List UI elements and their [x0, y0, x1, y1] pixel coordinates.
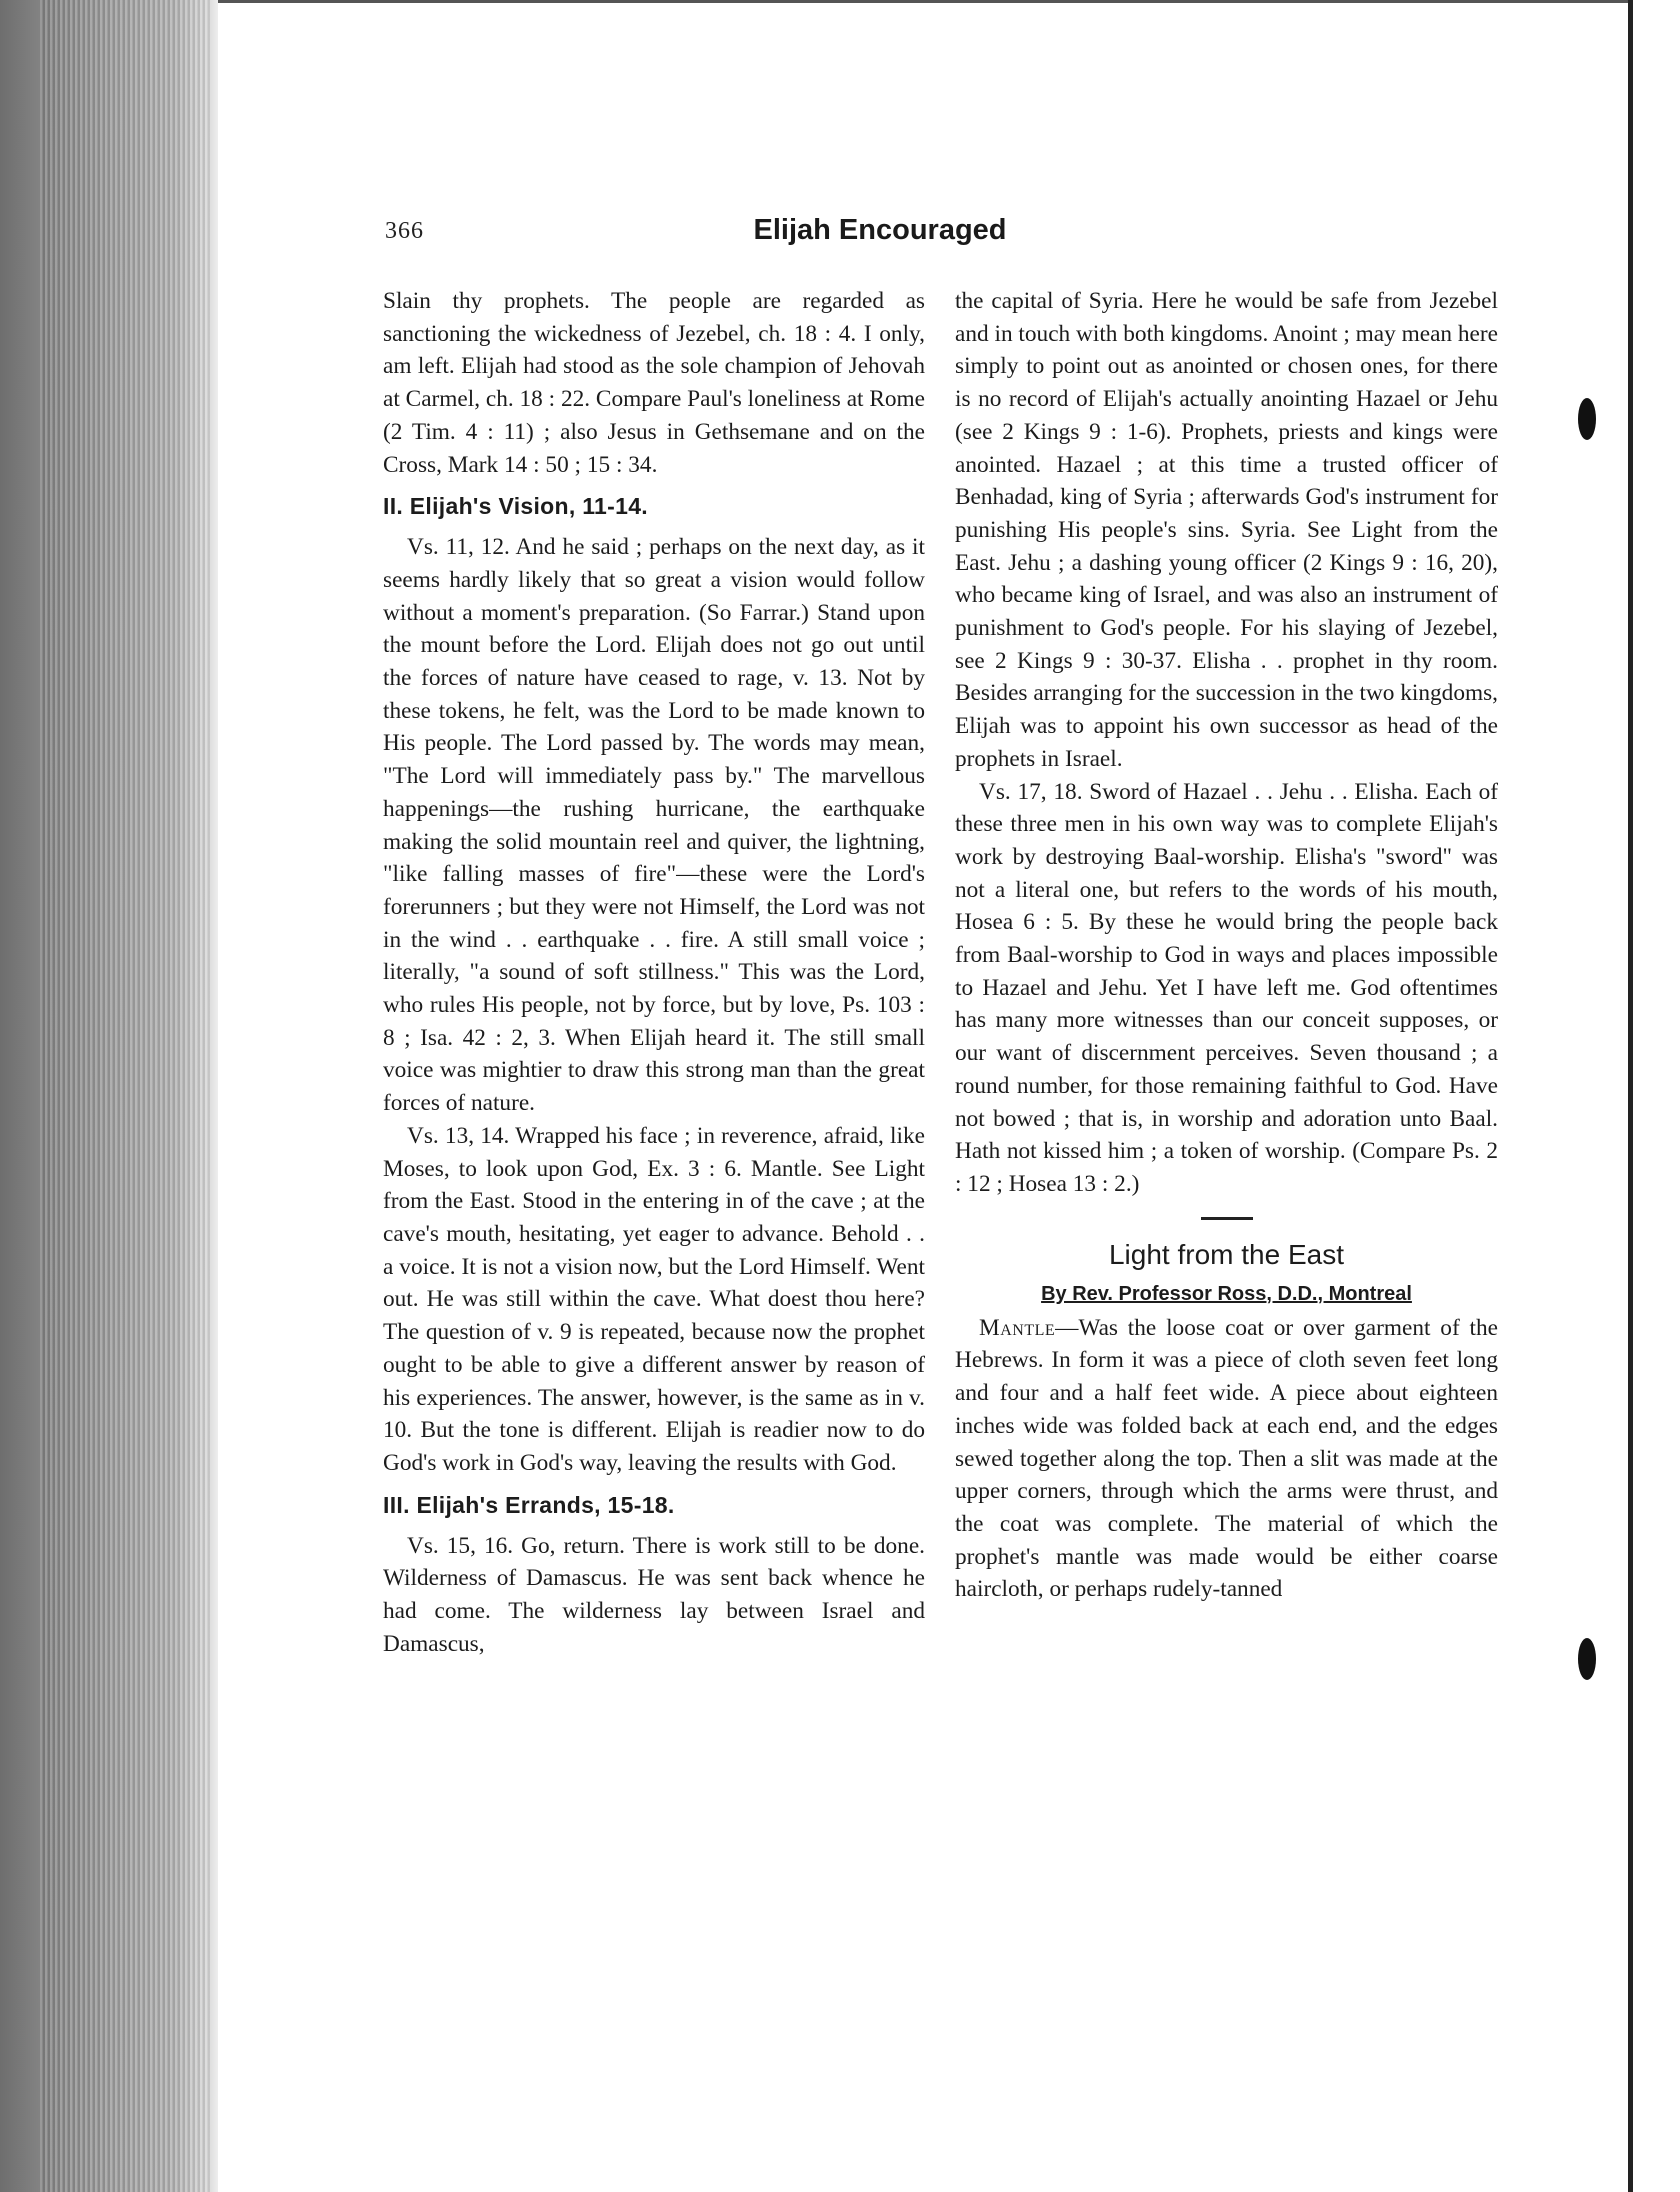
- light-from-east-author: By Rev. Professor Ross, D.D., Montreal: [1041, 1282, 1412, 1305]
- section-heading-errands: III. Elijah's Errands, 15-18.: [383, 1491, 675, 1518]
- commentary-vs15-16: Vs. 15, 16. Go, return. There is work still to be done. Wilderness of Damascus. He was sent back whence he had come. The wilderness lay between Israel and Damascus,: [383, 1532, 925, 1657]
- scan-right-border: [1628, 0, 1633, 2192]
- running-title: Elijah Encouraged: [753, 214, 1007, 246]
- commentary-vs11-12: Vs. 11, 12. And he said ; perhaps on the next day, as it seems hardly likely that so great a vision would follow without a moment's preparation. (So Farrar.) Stand upon the mount before the Lord. Elijah does not go out until the forces of nature have ceased to rage, v. 13. Not by these tokens, he felt, was the Lord to be made known to His people. The Lord passed by. The words may mean, "The Lord will immediately pass by." The marvellous happenings—the rushing hurricane, the earthquake making the solid mountain reel and quiver, the lightning, "like falling masses of fire"—these were the Lord's forerunners ; but they were not Himself, the Lord was not in the wind . . earthquake . . fire. A still small voice ; literally, "a sound of soft stillness." This was the Lord, who rules His people, not by force, but by love, Ps. 103 : 8 ; Isa. 42 : 2, 3. When Elijah heard it. The still small voice was mightier to draw this strong man than the great forces of nature.: [383, 534, 925, 1117]
- binding-hole-mark: [1578, 398, 1596, 440]
- right-column: [955, 285, 1498, 1606]
- section-divider-rule: [1201, 1217, 1253, 1220]
- left-column: [383, 285, 925, 1660]
- section-heading-vision: II. Elijah's Vision, 11-14.: [383, 493, 648, 520]
- intro-paragraph: Slain thy prophets. The people are regarded as sanctioning the wickedness of Jezebel, ch. 18 : 4. I only, am left. Elijah had stood as the sole champion of Jehovah at Carmel, ch. 18 : 22. Compare Paul's loneliness at Rome (2 Tim. 4 : 11) ; also Jesus in Gethsemane and on the Cross, Mark 14 : 50 ; 15 : 34.: [383, 288, 925, 478]
- binding-hole-mark: [1578, 1638, 1596, 1680]
- commentary-continuation: the capital of Syria. Here he would be safe from Jezebel and in touch with both kingdoms. Anoint ; may mean here simply to point out as anointed or chosen ones, for there is no record of Elijah's actually anointing Hazael or Jehu (see 2 Kings 9 : 1-6). Prophets, priests and kings were anointed. Hazael ; at this time a trusted officer of Benhadad, king of Syria ; afterwards God's instrument for punishing His people's sins. Syria. See Light from the East. Jehu ; a dashing young officer (2 Kings 9 : 16, 20), who became king of Israel, and was also an instrument of punishment to God's people. For his slaying of Jezebel, see 2 Kings 9 : 30-37. Elisha . . prophet in thy room. Besides arranging for the succession in the two kingdoms, Elijah was to appoint his own successor as head of the prophets in Israel.: [955, 288, 1498, 772]
- mantle-text: —Was the loose coat or over garment of the Hebrews. In form it was a piece of cloth seven feet long and four and a half feet wide. A piece about eighteen inches wide was folded back at each end, and the edges sewed together along the top. Then a slit was made at the upper corners, through which the arms were thrust, and the coat was complete. The material of which the prophet's mantle was made would be either coarse haircloth, or perhaps rudely-tanned: [955, 1314, 1498, 1603]
- commentary-vs13-14: Vs. 13, 14. Wrapped his face ; in reverence, afraid, like Moses, to look upon God, Ex. 3 : 6. Mantle. See Light from the East. Stood in the entering in of the cave ; at the cave's mouth, hesitating, yet eager to advance. Behold . . a voice. It is not a vision now, but the Lord Himself. Went out. He was still within the cave. What doest thou here? The question of v. 9 is repeated, because now the prophet ought to be able to give a different answer by reason of his experiences. The answer, however, is the same as in v. 10. But the tone is different. Elijah is readier now to do God's work in God's way, leaving the results with God.: [383, 1122, 925, 1476]
- page-edge-texture: [40, 0, 210, 2192]
- mantle-lead-word: Mantle: [979, 1314, 1056, 1341]
- commentary-vs17-18: Vs. 17, 18. Sword of Hazael . . Jehu . . Elisha. Each of these three men in his own way was to complete Elijah's work by destroying Baal-worship. Elisha's "sword" was not a literal one, but refers to the words of his mouth, Hosea 6 : 5. By these he would bring the people back from Baal-worship to God in ways and places impossible to Hazael and Jehu. Yet I have left me. God oftentimes has many more witnesses than our conceit supposes, or our want of discernment perceives. Seven thousand ; a round number, for those remaining faithful to God. Have not bowed ; that is, in worship and adoration unto Baal. Hath not kissed him ; a token of worship. (Compare Ps. 2 : 12 ; Hosea 13 : 2.): [955, 778, 1498, 1197]
- mantle-paragraph: [955, 1312, 1498, 1606]
- page-number: 366: [385, 218, 424, 244]
- scan-top-border: [218, 0, 1630, 3]
- light-from-east-title: Light from the East: [1108, 1238, 1344, 1270]
